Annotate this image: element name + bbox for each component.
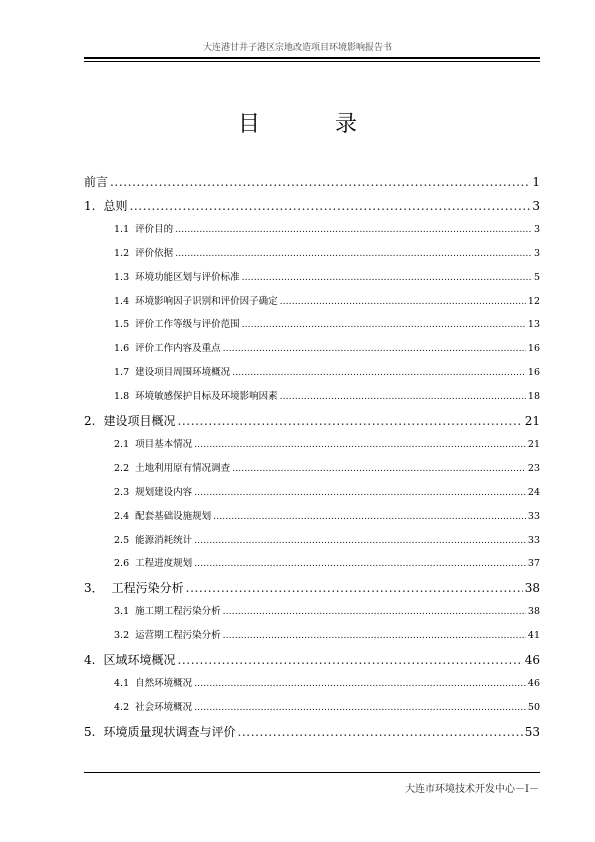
toc-page-number: 3: [533, 223, 540, 235]
toc-page-number: 23: [527, 462, 540, 474]
toc-entry-label: 环境质量现状调查与评价: [103, 724, 236, 739]
toc-entry-title: [84, 412, 175, 429]
toc-entry-number: 2.4: [114, 510, 130, 522]
toc-section-entry[interactable]: [84, 388, 540, 402]
toc-entry-number: 1.1: [114, 223, 130, 235]
toc-page-number: 41: [527, 630, 540, 642]
toc-entry-title: [114, 532, 192, 546]
toc-page-number: 12: [527, 295, 540, 307]
toc-dot-leader: [223, 606, 526, 617]
toc-page-number: 33: [527, 510, 540, 522]
toc-title: 目 录: [238, 112, 391, 137]
toc-dot-leader: [186, 581, 523, 595]
toc-entry-number: 1.: [84, 198, 96, 213]
toc-chapter-entry[interactable]: [84, 579, 540, 596]
toc-entry-label: 环境功能区划与评价标准: [135, 271, 240, 283]
footer-rule: [84, 772, 540, 773]
toc-entry-title: [114, 627, 221, 641]
toc-entry-number: 2.3: [114, 486, 130, 498]
toc-page-number: 3: [533, 247, 540, 259]
toc-dot-leader: [194, 439, 526, 450]
toc-entry-label: 建设项目概况: [103, 414, 176, 428]
toc-entry-number: 4.1: [114, 677, 130, 689]
toc-dot-leader: [194, 487, 526, 498]
toc-dot-leader: [237, 725, 522, 739]
toc-entry-title: [114, 699, 192, 713]
toc-dot-leader: [194, 678, 526, 689]
toc-entry-label: 土地利用原有情况调查: [135, 462, 231, 474]
toc-entry-title: [114, 293, 278, 307]
toc-section-entry[interactable]: [84, 603, 540, 617]
toc-entry-title: [114, 508, 211, 522]
toc-entry-number: 1.5: [114, 319, 130, 331]
toc-entry-label: 能源消耗统计: [135, 534, 193, 546]
toc-entry-number: 4.: [84, 653, 96, 667]
toc-section-entry[interactable]: [84, 508, 540, 522]
toc-entry-number: 2.1: [114, 438, 130, 450]
toc-section-entry[interactable]: [84, 699, 540, 713]
toc-chapter-entry[interactable]: [84, 412, 540, 429]
toc-entry-label: 总则: [103, 198, 128, 213]
toc-dot-leader: [194, 702, 526, 713]
toc-page-number: 21: [527, 438, 540, 450]
toc-section-entry[interactable]: [84, 627, 540, 641]
toc-page-number: 33: [527, 534, 540, 546]
toc-dot-leader: [129, 199, 530, 213]
toc-page-number: 5: [533, 271, 540, 283]
toc-page-number: 1: [532, 175, 540, 189]
toc-entry-number: 2.6: [114, 558, 130, 570]
toc-entry-title: [84, 579, 184, 596]
toc-section-entry[interactable]: [84, 316, 540, 330]
toc-entry-title: [114, 675, 192, 689]
toc-entry-label: 规划建设内容: [135, 486, 193, 498]
toc-dot-leader: [280, 296, 526, 307]
toc-entry-title: [114, 221, 173, 235]
toc-entry-number: 2.2: [114, 462, 130, 474]
toc-page-number: 24: [527, 486, 540, 498]
toc-page-number: 16: [527, 367, 540, 379]
toc-entry-title: [114, 316, 240, 330]
toc-entry-label: 建设项目周围环境概况: [135, 367, 231, 379]
toc-section-entry[interactable]: [84, 675, 540, 689]
toc-page-number: 3: [532, 198, 540, 213]
toc-entry-label: 评价依据: [135, 247, 174, 259]
toc-dot-leader: [175, 248, 532, 259]
toc-section-entry[interactable]: [84, 436, 540, 450]
toc-section-entry[interactable]: [84, 532, 540, 546]
toc-entry-label: 项目基本情况: [135, 438, 193, 450]
toc-entry-label: 评价工作内容及重点: [135, 343, 221, 355]
toc-entry-title: [114, 555, 192, 569]
toc-page-number: 18: [527, 391, 540, 403]
toc-dot-leader: [242, 319, 526, 330]
toc-dot-leader: [232, 463, 526, 474]
toc-chapter-entry[interactable]: [84, 197, 540, 214]
toc-entry-label: 社会环境概况: [135, 701, 193, 713]
toc-entry-number: 1.8: [114, 391, 130, 403]
toc-section-entry[interactable]: [84, 460, 540, 474]
toc-dot-leader: [177, 653, 522, 667]
toc-entry-label: 运营期工程污染分析: [135, 630, 221, 642]
toc-page-number: 53: [524, 724, 540, 739]
toc-section-entry[interactable]: [84, 293, 540, 307]
toc-page-number: 13: [527, 319, 540, 331]
toc-entry-label: 工程进度规划: [135, 558, 193, 570]
toc-entry-title: [114, 484, 192, 498]
toc-dot-leader: [223, 343, 526, 354]
toc-dot-leader: [177, 414, 522, 428]
toc-entry-title: [84, 723, 235, 740]
toc-entry-number: 2.5: [114, 534, 130, 546]
toc-page-number: 46: [524, 653, 540, 667]
toc-entry-label: 配套基础设施规划: [135, 510, 212, 522]
toc-dot-leader: [194, 535, 526, 546]
toc-page-number: 50: [527, 701, 540, 713]
toc-dot-leader: [194, 558, 526, 569]
toc-page-number: 38: [524, 581, 540, 596]
toc-dot-leader: [242, 272, 532, 283]
toc-section-entry[interactable]: [84, 269, 540, 283]
toc-section-entry[interactable]: [84, 245, 540, 259]
toc-entry-title: [114, 388, 278, 402]
toc-entry-label: 评价工作等级与评价范围: [135, 319, 240, 331]
toc-entry-title: [114, 436, 192, 450]
toc-entry-label: 环境影响因子识别和评价因子确定: [135, 295, 278, 307]
toc-entry-number: 4.2: [114, 701, 130, 713]
toc-entry-title: [84, 651, 175, 668]
toc-entry-label: 评价目的: [135, 223, 174, 235]
toc-dot-leader: [280, 391, 526, 402]
toc-entry-title: [114, 460, 230, 474]
toc-dot-leader: [232, 367, 526, 378]
toc-entry-label: 前言: [84, 175, 109, 189]
toc-dot-leader: [213, 511, 526, 522]
toc-entry-title: [114, 269, 240, 283]
toc-section-entry[interactable]: [84, 484, 540, 498]
toc-entry-number: 1.7: [114, 367, 130, 379]
toc-entry-title: [114, 364, 230, 378]
toc-entry-number: 3．: [84, 581, 104, 596]
toc-page-number: 16: [527, 343, 540, 355]
toc-entry-number: 1.6: [114, 343, 130, 355]
toc-entry-number: 3.1: [114, 606, 130, 618]
toc-section-entry[interactable]: [84, 364, 540, 378]
toc-dot-leader: [110, 175, 530, 189]
toc-section-entry[interactable]: [84, 340, 540, 354]
toc-entry-number: 2.: [84, 414, 96, 428]
toc-chapter-entry[interactable]: [84, 173, 540, 190]
toc-entry-number: 1.4: [114, 295, 130, 307]
toc-section-entry[interactable]: [84, 221, 540, 235]
toc-chapter-entry[interactable]: [84, 651, 540, 668]
toc-entry-title: [114, 245, 173, 259]
toc-entry-title: [114, 603, 221, 617]
toc-entry-number: 1.3: [114, 271, 130, 283]
toc-page-number: 21: [524, 414, 540, 428]
toc-dot-leader: [223, 630, 526, 641]
toc-chapter-entry[interactable]: [84, 723, 540, 740]
toc-entry-title: [114, 340, 221, 354]
toc-entry-number: 1.2: [114, 247, 130, 259]
footer-text: 大连市环境技术开发中心－I－: [405, 784, 539, 795]
toc-page-number: 38: [527, 606, 540, 618]
toc-entry-number: 5.: [84, 724, 96, 739]
toc-entry-label: 环境敏感保护目标及环境影响因素: [135, 391, 278, 403]
toc-page-number: 37: [527, 558, 540, 570]
toc-entry-label: 工程污染分析: [111, 581, 184, 596]
toc-entry-title: [84, 173, 108, 190]
toc-section-entry[interactable]: [84, 555, 540, 569]
toc-entry-number: 3.2: [114, 630, 130, 642]
toc-entry-label: 自然环境概况: [135, 677, 193, 689]
header-rule-thick: [84, 57, 540, 59]
toc-entry-label: 施工期工程污染分析: [135, 606, 221, 618]
toc-entry-label: 区域环境概况: [103, 653, 176, 667]
toc-entry-title: [84, 197, 127, 214]
header-rule-thin: [84, 61, 540, 62]
toc-page-number: 46: [527, 677, 540, 689]
toc-dot-leader: [175, 224, 532, 235]
header-title: 大连港甘井子港区宗地改造项目环境影响报告书: [202, 43, 392, 53]
